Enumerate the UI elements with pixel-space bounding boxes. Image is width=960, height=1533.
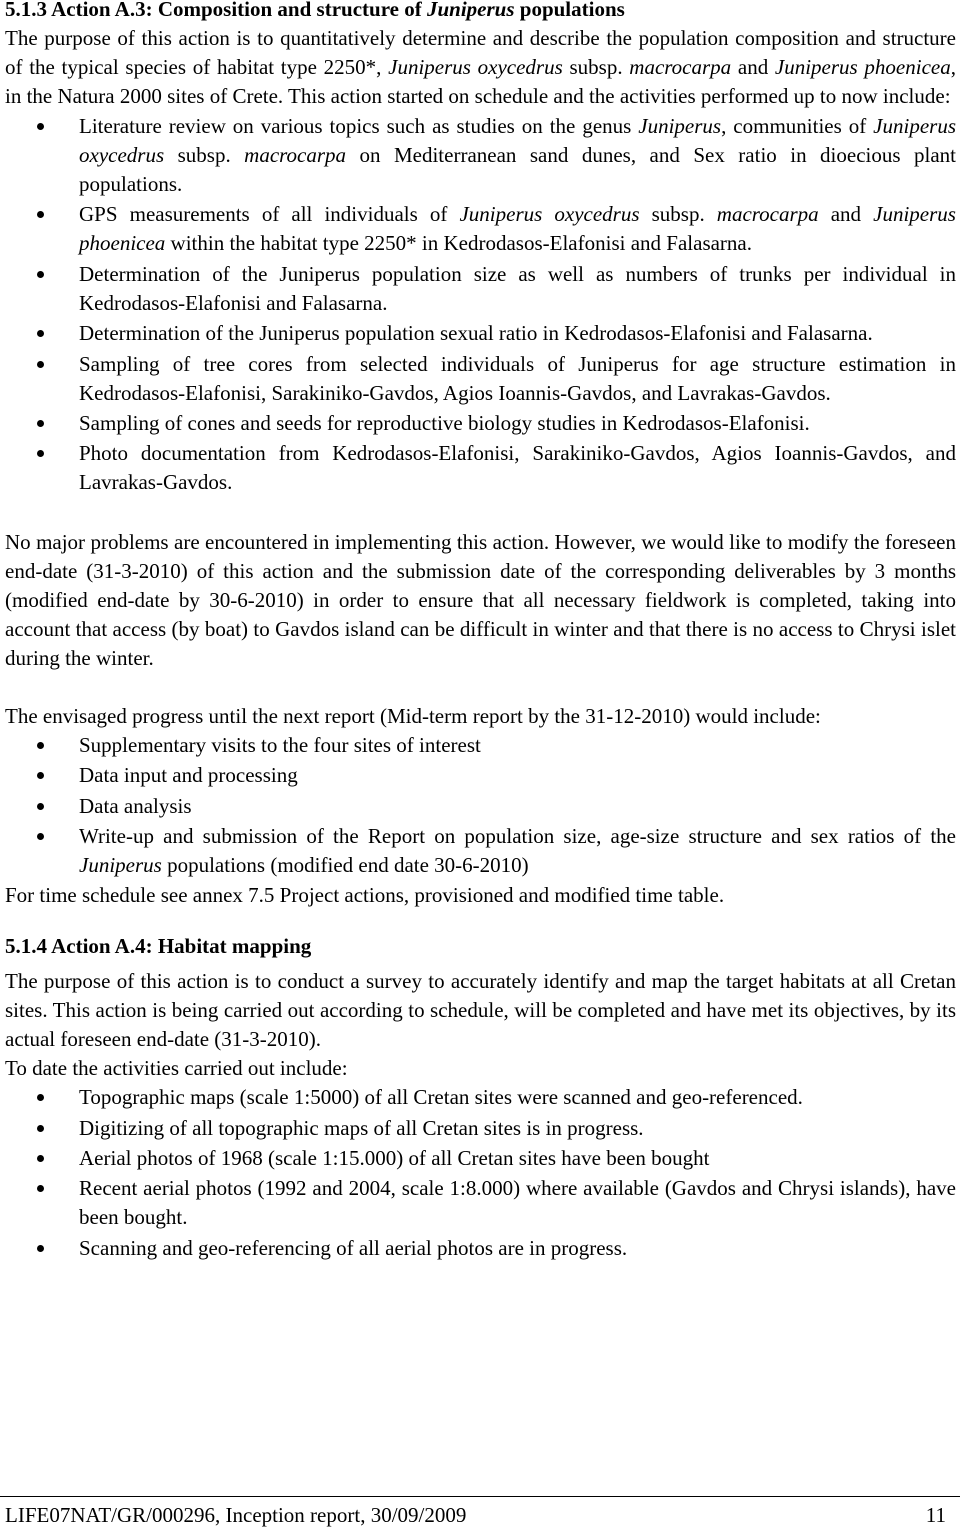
a4-activity-list: [5, 1083, 956, 1263]
bullet-icon: [37, 1155, 44, 1162]
a3-intro-paragraph: [5, 24, 956, 111]
text-run: Sampling of tree cores from selected individuals of Juniperus for age structure estimation in Kedrodasos-Elafonisi, Sarakiniko-Gavdos, Agios Ioannis-Gavdos, and Lavrakas-Gavdos.: [79, 351, 956, 405]
text-run: Write-up and submission of the Report on population size, age-size structure and sex ratios of the: [79, 823, 956, 848]
list-item: [5, 1234, 956, 1263]
bullet-icon: [37, 1125, 44, 1132]
heading-italic-text: Juniperus: [426, 0, 515, 21]
a3-schedule-note: For time schedule see annex 7.5 Project actions, provisioned and modified time table.: [5, 883, 725, 908]
a3-activity-list: [5, 112, 956, 497]
bullet-icon: [37, 1185, 44, 1192]
text-run: Photo documentation from Kedrodasos-Elafonisi, Sarakiniko-Gavdos, Agios Ioannis-Gavdos, and Lavrakas-Gavdos.: [79, 441, 956, 495]
text-run: GPS measurements of all individuals of: [79, 202, 460, 227]
bullet-icon: [37, 123, 44, 130]
heading-text: 5.1.3 Action A.3: Composition and structure of: [5, 0, 427, 21]
section-heading-a4: 5.1.4 Action A.4: Habitat mapping: [5, 934, 312, 959]
bullet-icon: [37, 1245, 44, 1252]
text-run: Recent aerial photos (1992 and 2004, scale 1:8.000) where available (Gavdos and Chrysi islands), have been bought.: [79, 1176, 956, 1230]
list-item: [5, 1144, 956, 1173]
a4-activities-intro: To date the activities carried out include:: [5, 1056, 348, 1081]
italic-text-run: Juniperus: [79, 852, 162, 877]
list-item: [5, 112, 956, 199]
list-item: [5, 350, 956, 408]
bullet-icon: [37, 450, 44, 457]
bullet-icon: [37, 833, 44, 840]
text-run: The purpose of this action is to quantitatively determine and describe the population composition and structure of the typical species of habitat type 2250*,: [5, 26, 956, 79]
page-number: 11: [925, 1503, 946, 1527]
a4-intro-paragraph: The purpose of this action is to conduct a survey to accurately identify and map the target habitats at all Cretan sites. This action is being carried out according to schedule, will be completed and have met its objectives, by its actual foreseen end-date (31-3-2010).: [5, 969, 956, 1052]
text-run: Scanning and geo-referencing of all aerial photos are in progress.: [79, 1235, 628, 1260]
text-run: Determination of the Juniperus population size as well as numbers of trunks per individual in Kedrodasos-Elafonisi and Falasarna.: [79, 261, 956, 315]
text-run: subsp.: [639, 202, 717, 227]
text-run: within the habitat type 2250* in Kedrodasos-Elafonisi and Falasarna.: [165, 231, 752, 256]
italic-text-run: macrocarpa: [629, 55, 732, 79]
text-run: Aerial photos of 1968 (scale 1:15.000) of all Cretan sites have been bought: [79, 1146, 710, 1171]
list-item: [5, 1114, 956, 1143]
italic-text-run: Juniperus oxycedrus: [459, 202, 640, 227]
text-run: Supplementary visits to the four sites of interest: [79, 732, 481, 757]
text-run: Literature review on various topics such as studies on the genus: [79, 114, 639, 138]
text-run: subsp.: [164, 143, 245, 167]
page-footer: [0, 1496, 960, 1527]
bullet-icon: [37, 772, 44, 779]
bullet-icon: [37, 361, 44, 368]
bullet-icon: [37, 420, 44, 427]
bullet-icon: [37, 330, 44, 337]
bullet-icon: [37, 211, 44, 218]
document-page: [5, 0, 956, 1264]
list-item: [5, 761, 956, 790]
list-item: [5, 319, 956, 348]
text-run: subsp.: [562, 55, 630, 79]
list-item: [5, 792, 956, 821]
italic-text-run: Juniperus oxycedrus: [388, 55, 563, 79]
italic-text-run: Juniperus phoenicea: [774, 55, 951, 79]
italic-text-run: Juniperus oxycedrus: [79, 114, 956, 167]
heading-text-end: populations: [514, 0, 625, 21]
text-run: populations (modified end date 30-6-2010): [161, 852, 529, 877]
list-item: [5, 260, 956, 318]
list-item: [5, 439, 956, 497]
list-item: [5, 731, 956, 760]
section-heading-a3: [5, 0, 956, 24]
text-run: , communities of: [721, 114, 874, 138]
text-run: on Mediterranean sand dunes, and Sex ratio in dioecious plant populations.: [79, 143, 956, 196]
text-run: Sampling of cones and seeds for reproductive biology studies in Kedrodasos-Elafonisi.: [79, 410, 810, 435]
a3-progress-list: [5, 731, 956, 880]
italic-text-run: Juniperus phoenicea: [79, 202, 956, 256]
text-run: and: [818, 202, 874, 227]
italic-text-run: Juniperus: [638, 114, 722, 138]
bullet-icon: [37, 1094, 44, 1101]
a3-progress-intro: The envisaged progress until the next report (Mid-term report by the 31-12-2010) would include:: [5, 703, 821, 728]
text-run: , in the Natura 2000 sites of Crete. This action started on schedule and the activities performed up to now include:: [5, 55, 956, 108]
footer-report-id: LIFE07NAT/GR/000296, Inception report, 30/09/2009: [5, 1503, 467, 1527]
text-run: Topographic maps (scale 1:5000) of all Cretan sites were scanned and geo-referenced.: [79, 1085, 803, 1110]
bullet-icon: [37, 271, 44, 278]
italic-text-run: macrocarpa: [244, 143, 347, 167]
list-item: [5, 200, 956, 258]
bullet-icon: [37, 803, 44, 810]
text-run: Determination of the Juniperus population sexual ratio in Kedrodasos-Elafonisi and Falasarna.: [79, 321, 873, 346]
spacer: [5, 673, 956, 702]
italic-text-run: macrocarpa: [716, 202, 819, 227]
list-item: [5, 1083, 956, 1112]
text-run: Data input and processing: [79, 763, 298, 788]
text-run: Digitizing of all topographic maps of all Cretan sites is in progress.: [79, 1115, 644, 1140]
spacer: [5, 499, 956, 528]
text-run: Data analysis: [79, 793, 192, 818]
bullet-icon: [37, 742, 44, 749]
list-item: [5, 822, 956, 880]
list-item: [5, 409, 956, 438]
list-item: [5, 1174, 956, 1232]
a3-problems-paragraph: No major problems are encountered in implementing this action. However, we would like to modify the foreseen end-date (31-3-2010) of this action and the submission date of the corresponding deliverables by 3 months (modified end-date by 30-6-2010) in order to ensure that all necessary fieldwork is completed, taking into account that access (by boat) to Gavdos island can be difficult in winter and that there is no access to Chrysi islet during the winter.: [5, 529, 956, 670]
text-run: and: [731, 55, 775, 79]
